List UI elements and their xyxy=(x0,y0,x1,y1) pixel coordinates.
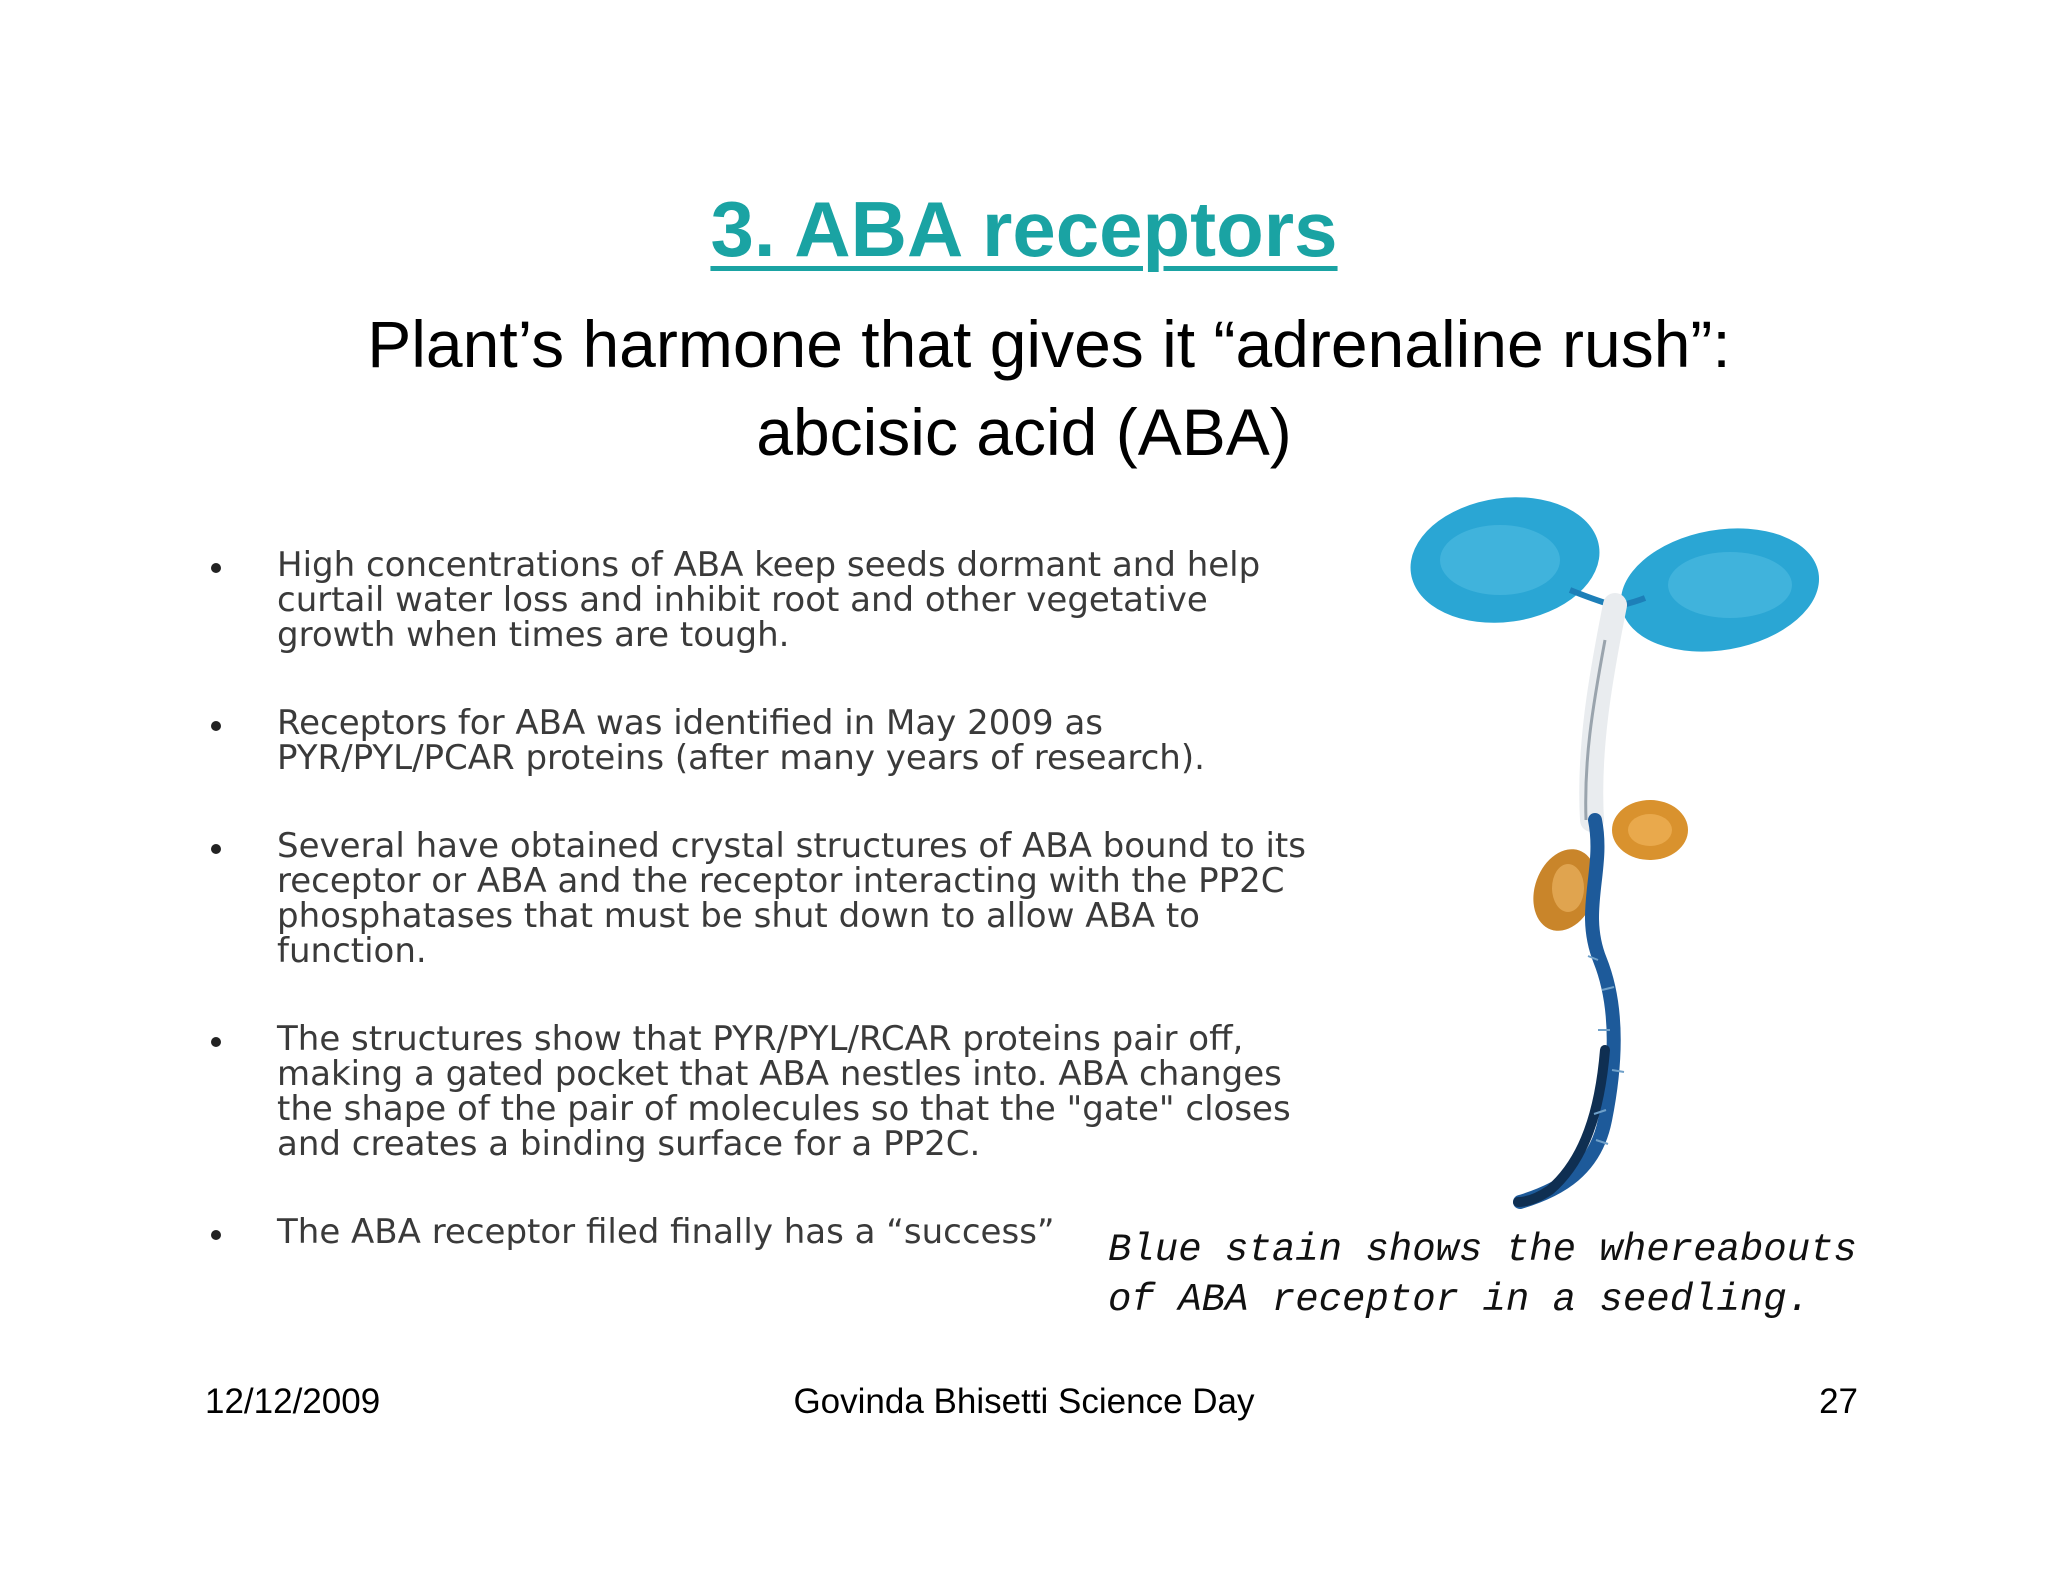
bullet-dot-icon xyxy=(211,1037,221,1047)
bullet-text: High concentrations of ABA keep seeds dormant and help curtail water loss and inhibit root and other vegetative growth when times are tough. xyxy=(277,545,1261,655)
right-cotyledon-highlight xyxy=(1668,552,1792,618)
bullet-dot-icon xyxy=(211,563,221,573)
bullet-dot-icon xyxy=(211,1230,221,1240)
caption-line-1: Blue stain shows the whereabouts xyxy=(1108,1228,1857,1272)
hypocotyl xyxy=(1591,605,1615,820)
bullet-list xyxy=(205,545,1306,1303)
left-cotyledon-highlight xyxy=(1440,525,1560,595)
bullet-text: Receptors for ABA was identified in May 2009 as PYR/PYL/PCAR proteins (after many years of research). xyxy=(277,703,1205,778)
root-tip xyxy=(1518,1050,1605,1202)
bullet-text: Several have obtained crystal structures of ABA bound to its receptor or ABA and the receptor interacting with the PP2C phosphatases that must be shut down to allow ABA to function. xyxy=(277,826,1306,971)
bullet-item xyxy=(205,703,1317,778)
footer-event: Govinda Bhisetti Science Day xyxy=(793,1382,1255,1421)
seed-coat-lower-highlight xyxy=(1552,864,1584,912)
footer-date: 12/12/2009 xyxy=(205,1382,381,1421)
seedling-image xyxy=(1400,490,1820,1230)
bullet-item xyxy=(205,1019,1327,1164)
bullet-item xyxy=(205,826,1337,971)
bullet-item xyxy=(205,545,1287,655)
page-number: 27 xyxy=(1819,1382,1858,1421)
slide-title: 3. ABA receptors xyxy=(710,185,1338,273)
image-caption xyxy=(1108,1225,1968,1325)
bullet-dot-icon xyxy=(211,844,221,854)
caption-line-2: of ABA receptor in a seedling. xyxy=(1108,1278,1811,1322)
seed-coat-upper-highlight xyxy=(1628,814,1672,846)
bullet-dot-icon xyxy=(211,721,221,731)
bullet-text: The ABA receptor filed finally has a “success” xyxy=(277,1212,1055,1252)
slide-subtitle xyxy=(0,300,2048,476)
bullet-text: The structures show that PYR/PYL/RCAR proteins pair off, making a gated pocket that ABA nestles into. ABA changes the shape of the pair of molecules so that the "gate" closes and creates a binding surface for a PP2C. xyxy=(277,1019,1291,1164)
subtitle-line-1: Plant’s harmone that gives it “adrenaline rush”: xyxy=(367,307,1731,381)
subtitle-line-2: abcisic acid (ABA) xyxy=(756,395,1292,469)
